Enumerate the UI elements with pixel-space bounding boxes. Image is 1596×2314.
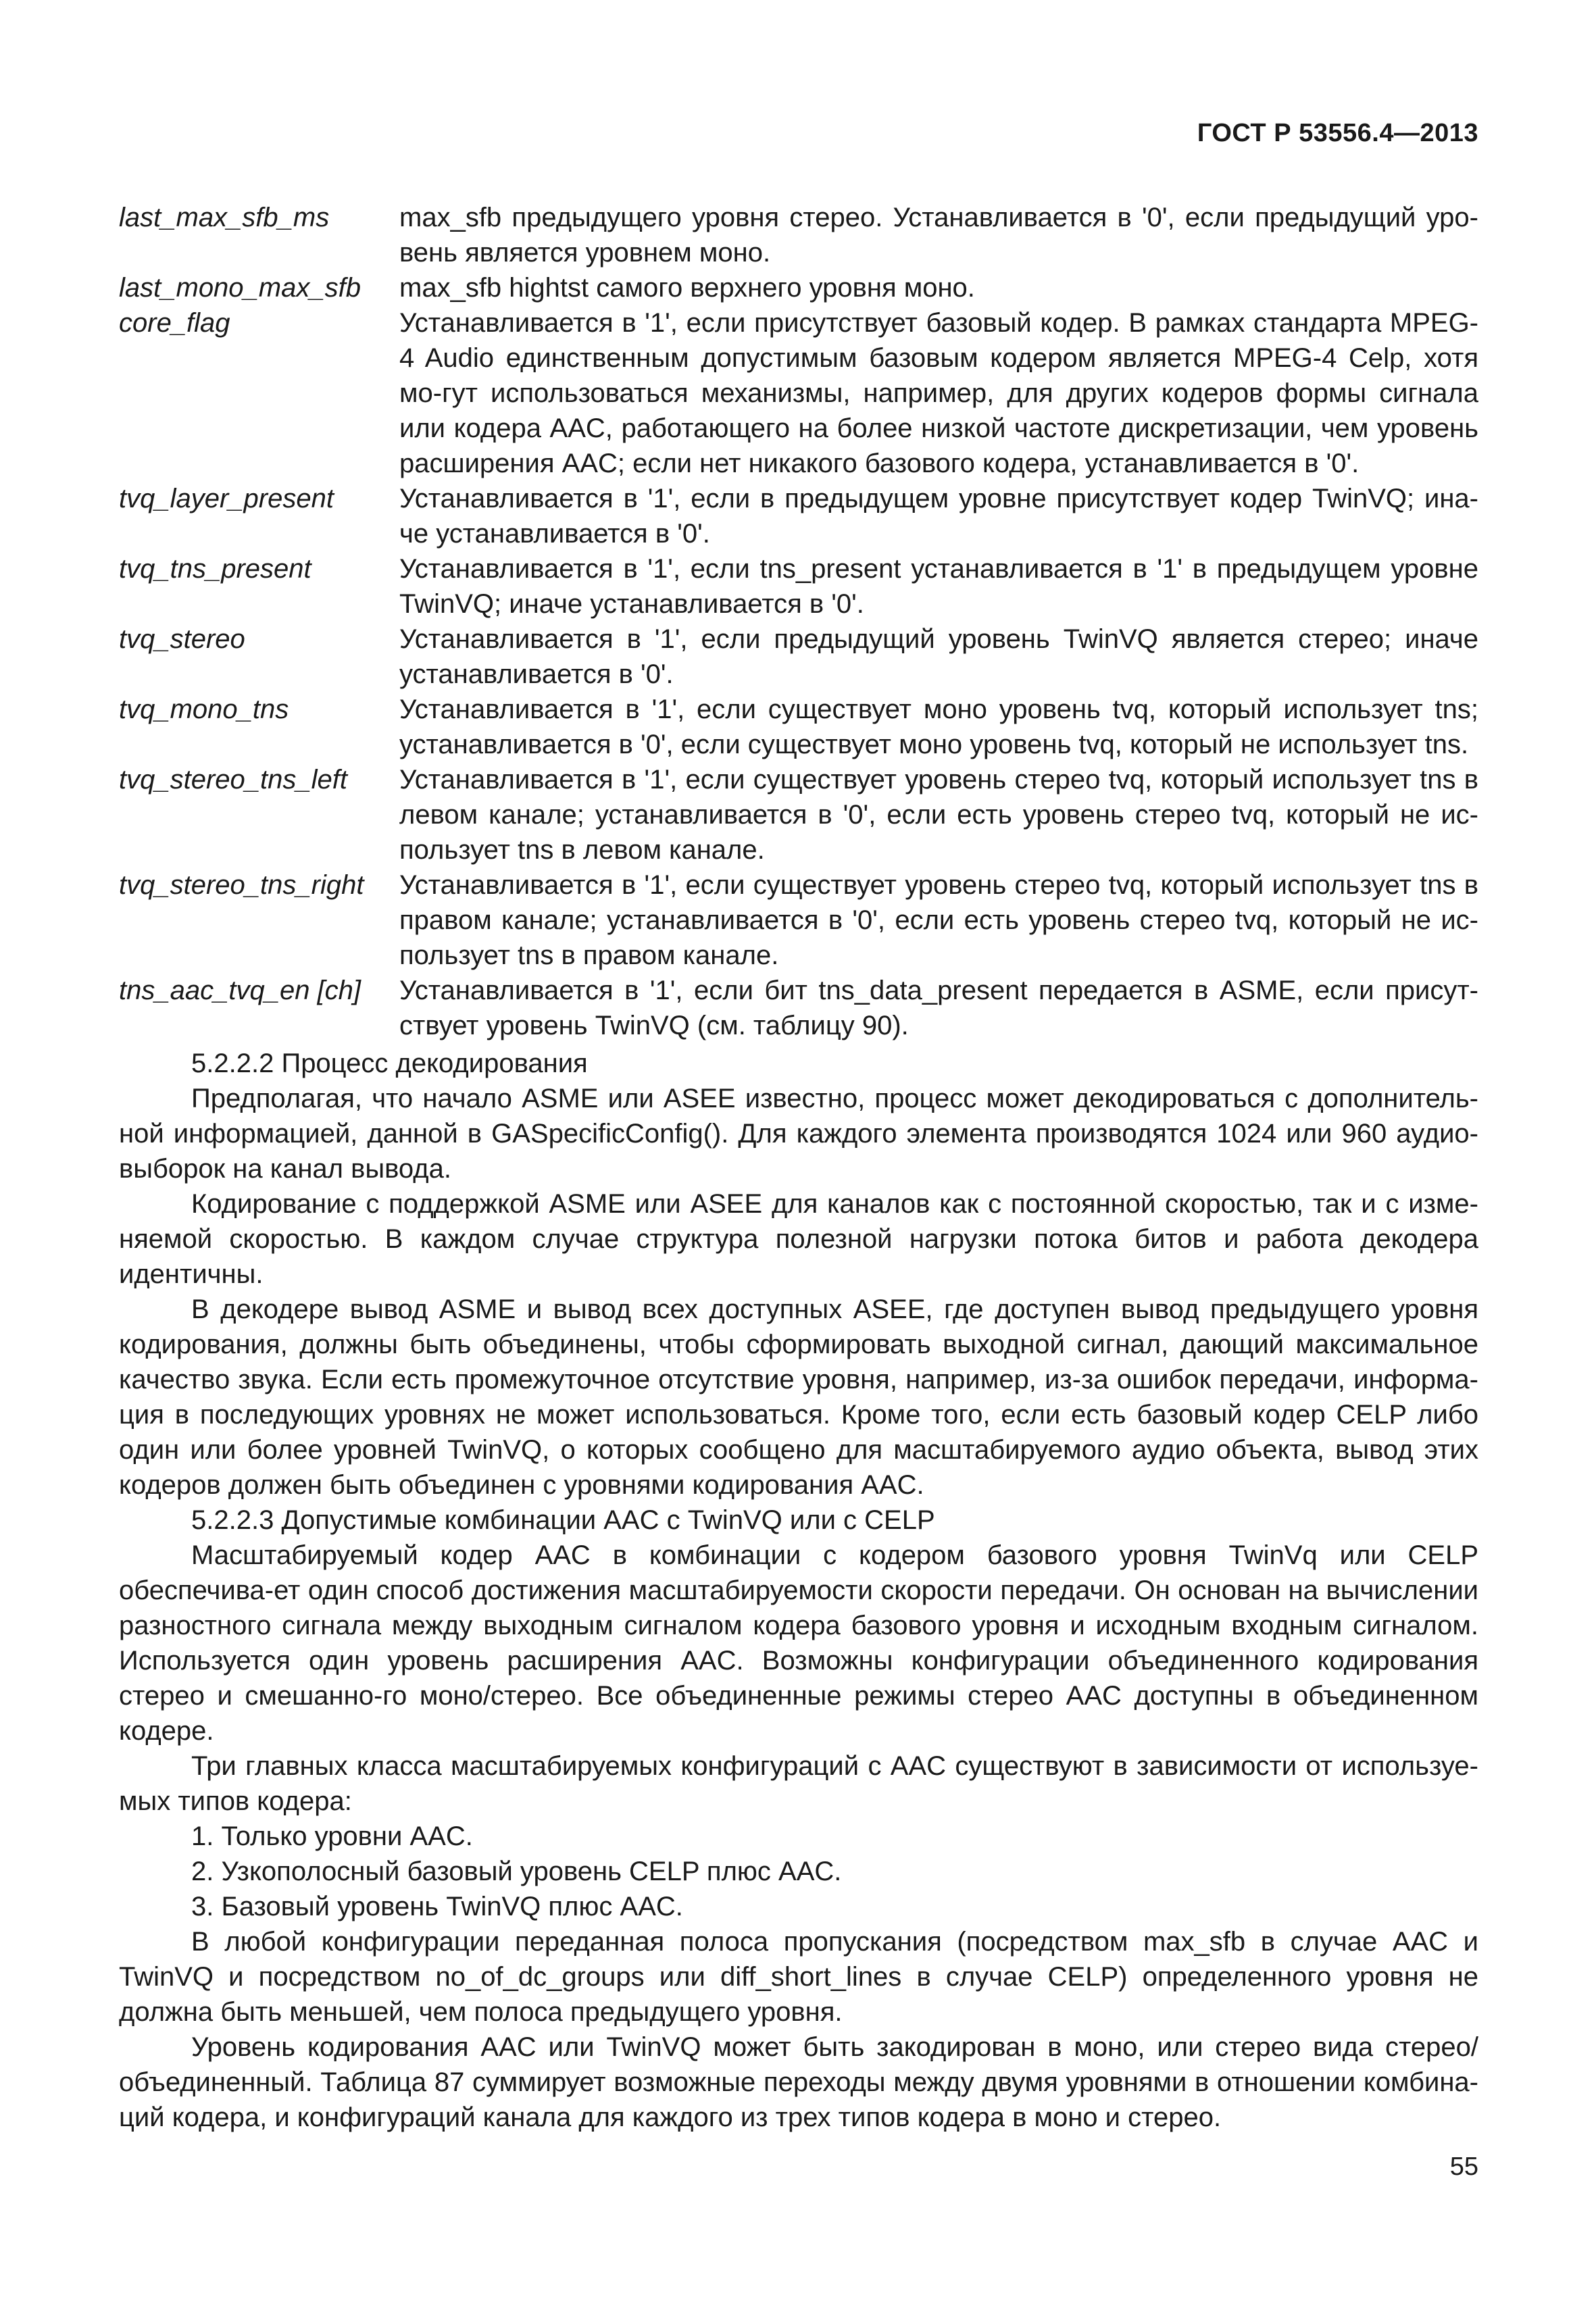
definition-desc: Устанавливается в '1', если tns_present устанавливается в '1' в предыдущем уровне TwinVQ; иначе устанавливается в '0'. xyxy=(399,554,1478,619)
definition-term: tvq_stereo xyxy=(119,624,245,654)
definitions-list xyxy=(119,200,1478,1043)
definition-term: tvq_stereo_tns_right xyxy=(119,870,364,900)
definition-row xyxy=(119,270,1478,305)
paragraph: В декодере вывод ASME и вывод всех доступных ASEE, где доступен вывод предыдущего уровня кодирования, должны быть объединены, чтобы сформировать выходной сигнал, дающий максимальное качество звука. Если есть промежуточное отсутствие уровня, например, из-за ошибок передачи, информа-ция в последующих уровнях не может использоваться. Кроме того, если есть базовый кодер CELP либо один или более уровней TwinVQ, о которых сообщено для масштабируемого аудио объекта, вывод этих кодеров должен быть объединен с уровнями кодирования AAC. xyxy=(119,1294,1478,1500)
definition-term: core_flag xyxy=(119,308,230,338)
paragraph: Уровень кодирования AAC или TwinVQ может быть закодирован в моно, или стерео вида стерео/ объединенный. Таблица 87 суммирует возможные переходы между двумя уровнями в отношении комбина-ций кодера, и конфигураций канала для каждого из трех типов кодера в моно и стерео. xyxy=(119,2032,1478,2132)
definition-row xyxy=(119,973,1478,1043)
list-item: 3. Базовый уровень TwinVQ плюс AAC. xyxy=(191,1892,683,1921)
list-item: 1. Только уровни AAC. xyxy=(191,1821,473,1851)
definition-term: tvq_stereo_tns_left xyxy=(119,765,347,795)
body-text xyxy=(119,1046,1478,2135)
definition-term: last_mono_max_sfb xyxy=(119,273,361,303)
definition-desc: Устанавливается в '1', если предыдущий уровень TwinVQ является стерео; иначе устанавливается в '0'. xyxy=(399,624,1478,689)
definition-desc: Устанавливается в '1', если существует уровень стерео tvq, который использует tns в левом канале; устанавливается в '0', если есть уровень стерео tvq, который не ис-пользует tns в левом канале. xyxy=(399,765,1478,865)
definition-row xyxy=(119,551,1478,622)
definition-term: tvq_layer_present xyxy=(119,484,334,513)
definition-row xyxy=(119,867,1478,973)
definition-row xyxy=(119,762,1478,867)
definition-row xyxy=(119,305,1478,481)
paragraph: Три главных класса масштабируемых конфигураций с AAC существуют в зависимости от используе-мых типов кодера: xyxy=(119,1751,1478,1816)
document-standard-header: ГОСТ Р 53556.4—2013 xyxy=(1197,119,1478,147)
section-heading: 5.2.2.2 Процесс декодирования xyxy=(191,1049,588,1078)
definition-desc: max_sfb hightst самого верхнего уровня моно. xyxy=(399,273,975,303)
definition-desc: Устанавливается в '1', если существует моно уровень tvq, который использует tns; устанавливается в '0', если существует моно уровень tvq, который не использует tns. xyxy=(399,695,1478,759)
list-item: 2. Узкополосный базовый уровень CELP плюс AAC. xyxy=(191,1857,842,1886)
paragraph: В любой конфигурации переданная полоса пропускания (посредством max_sfb в случае AAC и TwinVQ и посредством no_of_dc_groups или diff_short_lines в случае CELP) определенного уровня не должна быть меньшей, чем полоса предыдущего уровня. xyxy=(119,1927,1478,2027)
definition-term: tvq_tns_present xyxy=(119,554,311,584)
paragraph: Предполагая, что начало ASME или ASEE известно, процесс может декодироваться с дополнитель-ной информацией, данной в GASpecificConfig(). Для каждого элемента производятся 1024 или 960 аудио-выборок на канал вывода. xyxy=(119,1084,1478,1184)
definition-row xyxy=(119,692,1478,762)
paragraph: Масштабируемый кодер AAC в комбинации с кодером базового уровня TwinVq или CELP обеспечива-ет один способ достижения масштабируемости скорости передачи. Он основан на вычислении разностного сигнала между выходным сигналом кодера базового уровня и исходным входным сигналом. Используется один уровень расширения AAC. Возможны конфигурации объединенного кодирования стерео и смешанно-го моно/стерео. Все объединенные режимы стерео AAC доступны в объединенном кодере. xyxy=(119,1540,1478,1746)
definition-desc: Устанавливается в '1', если бит tns_data_present передается в ASME, если присут-ствует уровень TwinVQ (см. таблицу 90). xyxy=(399,976,1478,1040)
definition-term: last_max_sfb_ms xyxy=(119,203,330,232)
definition-row xyxy=(119,622,1478,692)
definition-term: tvq_mono_tns xyxy=(119,695,289,724)
definition-row xyxy=(119,200,1478,270)
page-number: 55 xyxy=(1449,2153,1478,2181)
definition-row xyxy=(119,481,1478,551)
section-heading: 5.2.2.3 Допустимые комбинации AAC с TwinVQ или с CELP xyxy=(191,1505,935,1535)
definition-desc: Устанавливается в '1', если существует уровень стерео tvq, который использует tns в правом канале; устанавливается в '0', если есть уровень стерео tvq, который не ис-пользует tns в правом канале. xyxy=(399,870,1478,970)
definition-term: tns_aac_tvq_en [ch] xyxy=(119,976,361,1005)
paragraph: Кодирование с поддержкой ASME или ASEE для каналов как с постоянной скоростью, так и с изме-няемой скоростью. В каждом случае структура полезной нагрузки потока битов и работа декодера идентичны. xyxy=(119,1189,1478,1289)
definition-desc: max_sfb предыдущего уровня стерео. Устанавливается в '0', если предыдущий уро-вень является уровнем моно. xyxy=(399,203,1478,268)
definition-desc: Устанавливается в '1', если присутствует базовый кодер. В рамках стандарта MPEG-4 Audio единственным допустимым базовым кодером является MPEG-4 Celp, хотя мо-гут использоваться механизмы, например, для других кодеров формы сигнала или кодера AAC, работающего на более низкой частоте дискретизации, чем уровень расширения AAC; если нет никакого базового кодера, устанавливается в '0'. xyxy=(399,308,1478,478)
definition-desc: Устанавливается в '1', если в предыдущем уровне присутствует кодер TwinVQ; ина-че устанавливается в '0'. xyxy=(399,484,1478,549)
